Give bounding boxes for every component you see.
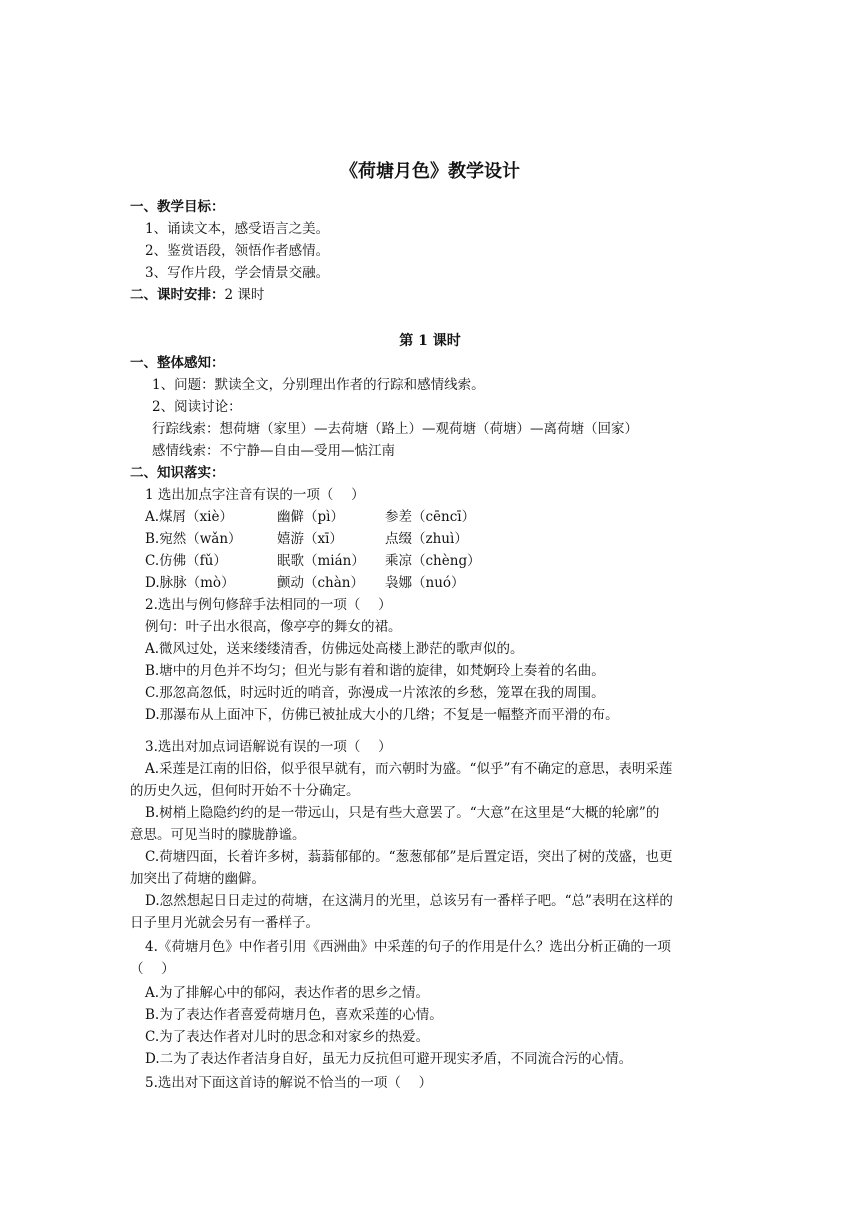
question-4-stem: 4.《荷塘月色》中作者引用《西洲曲》中采莲的句子的作用是什么？选出分析正确的一项 xyxy=(145,939,671,955)
question-1-option-b xyxy=(145,528,468,550)
overview-question: 1、问题：默读全文，分别理出作者的行踪和感情线索。 xyxy=(152,377,485,393)
question-3-option-c-cont: 加突出了荷塘的幽僻。 xyxy=(130,871,265,887)
question-1-option-a xyxy=(145,506,475,528)
option-item: D.脉脉（mò） xyxy=(145,575,235,591)
goal-item: 3、写作片段，学会情景交融。 xyxy=(145,265,330,281)
question-3-option-a: A.采莲是江南的旧俗，似乎很早就有，而六朝时为盛。“似乎”有不确定的意思，表明采莲 xyxy=(145,761,673,777)
document-title: 《荷塘月色》教学设计 xyxy=(340,161,520,182)
option-item: B.宛然（wǎn） xyxy=(145,531,242,547)
question-4-option-c: C.为了表达作者对儿时的思念和对家乡的热爱。 xyxy=(145,1029,430,1045)
schedule-line xyxy=(130,284,264,306)
question-1-option-c xyxy=(145,550,481,572)
question-5-stem: 5.选出对下面这首诗的解说不恰当的一项（ ） xyxy=(145,1075,433,1091)
part-heading-knowledge: 二、知识落实： xyxy=(130,465,225,481)
option-item: 点缀（zhuì） xyxy=(385,531,468,547)
part-heading-overview: 一、整体感知： xyxy=(130,355,225,371)
question-4-option-b: B.为了表达作者喜爱荷塘月色，喜欢采莲的心情。 xyxy=(145,1007,443,1023)
question-3-option-d: D.忽然想起日日走过的荷塘，在这满月的光里，总该另有一番样子吧。“总”表明在这样的 xyxy=(145,893,673,909)
question-2-option-b: B.塘中的月色并不均匀；但光与影有着和谐的旋律，如梵婀玲上奏着的名曲。 xyxy=(145,663,605,679)
question-1-option-d xyxy=(145,572,465,594)
option-item: A.煤屑（xiè） xyxy=(145,509,233,525)
lesson-title: 第 1 课时 xyxy=(399,333,461,349)
question-4-stem-cont: （ ） xyxy=(130,961,175,977)
question-3-option-b-cont: 意思。可见当时的朦胧静谧。 xyxy=(130,827,306,843)
question-2-option-a: A.微风过处，送来缕缕清香，仿佛远处高楼上渺茫的歌声似的。 xyxy=(145,641,524,657)
option-item: 乘凉（chèng） xyxy=(385,553,481,569)
emotion-clue: 感情线索：不宁静—自由—受用—惦江南 xyxy=(152,443,395,459)
option-item: 眠歌（mián） xyxy=(277,553,365,569)
route-clue: 行踪线索：想荷塘（家里）—去荷塘（路上）—观荷塘（荷塘）—离荷塘（回家） xyxy=(152,421,638,437)
question-4-option-d: D.二为了表达作者洁身自好，虽无力反抗但可避开现实矛盾，不同流合污的心情。 xyxy=(145,1051,633,1067)
question-2-option-d: D.那瀑布从上面冲下，仿佛已被扯成大小的几绺；不复是一幅整齐而平滑的布。 xyxy=(145,707,619,723)
question-3-option-d-cont: 日子里月光就会另有一番样子。 xyxy=(130,915,319,931)
question-1-stem: 1 选出加点字注音有误的一项（ ） xyxy=(145,487,365,503)
goal-item: 1、诵读文本，感受语言之美。 xyxy=(145,221,330,237)
option-item: 参差（cēncī） xyxy=(385,509,476,525)
question-2-example: 例句：叶子出水很高，像亭亭的舞女的裙。 xyxy=(145,619,402,635)
question-4-option-a: A.为了排解心中的郁闷，表达作者的思乡之情。 xyxy=(145,985,430,1001)
question-3-option-a-cont: 的历史久远，但何时开始不十分确定。 xyxy=(130,783,360,799)
question-2-option-c: C.那忽高忽低，时远时近的哨音，弥漫成一片浓浓的乡愁，笼罩在我的周围。 xyxy=(145,685,605,701)
section-heading-goals: 一、教学目标： xyxy=(130,199,225,215)
option-item: 嬉游（xī） xyxy=(277,531,343,547)
overview-discussion: 2、阅读讨论： xyxy=(152,399,242,415)
question-3-stem: 3.选出对加点词语解说有误的一项（ ） xyxy=(145,739,392,755)
section-heading-schedule: 二、课时安排： xyxy=(130,287,225,303)
option-item: 袅娜（nuó） xyxy=(385,575,465,591)
question-3-option-b: B.树梢上隐隐约约的是一带远山，只是有些大意罢了。“大意”在这里是“大概的轮廓”的 xyxy=(145,805,660,821)
question-3-option-c: C.荷塘四面，长着许多树，蓊蓊郁郁的。“葱葱郁郁”是后置定语，突出了树的茂盛，也更 xyxy=(145,849,673,865)
option-item: 颤动（chàn） xyxy=(277,575,364,591)
option-item: 幽僻（pì） xyxy=(277,509,344,525)
option-item: C.仿佛（fǔ） xyxy=(145,553,227,569)
question-2-stem: 2.选出与例句修辞手法相同的一项（ ） xyxy=(145,597,392,613)
schedule-value: 2 课时 xyxy=(224,287,265,303)
goal-item: 2、鉴赏语段，领悟作者感情。 xyxy=(145,243,330,259)
